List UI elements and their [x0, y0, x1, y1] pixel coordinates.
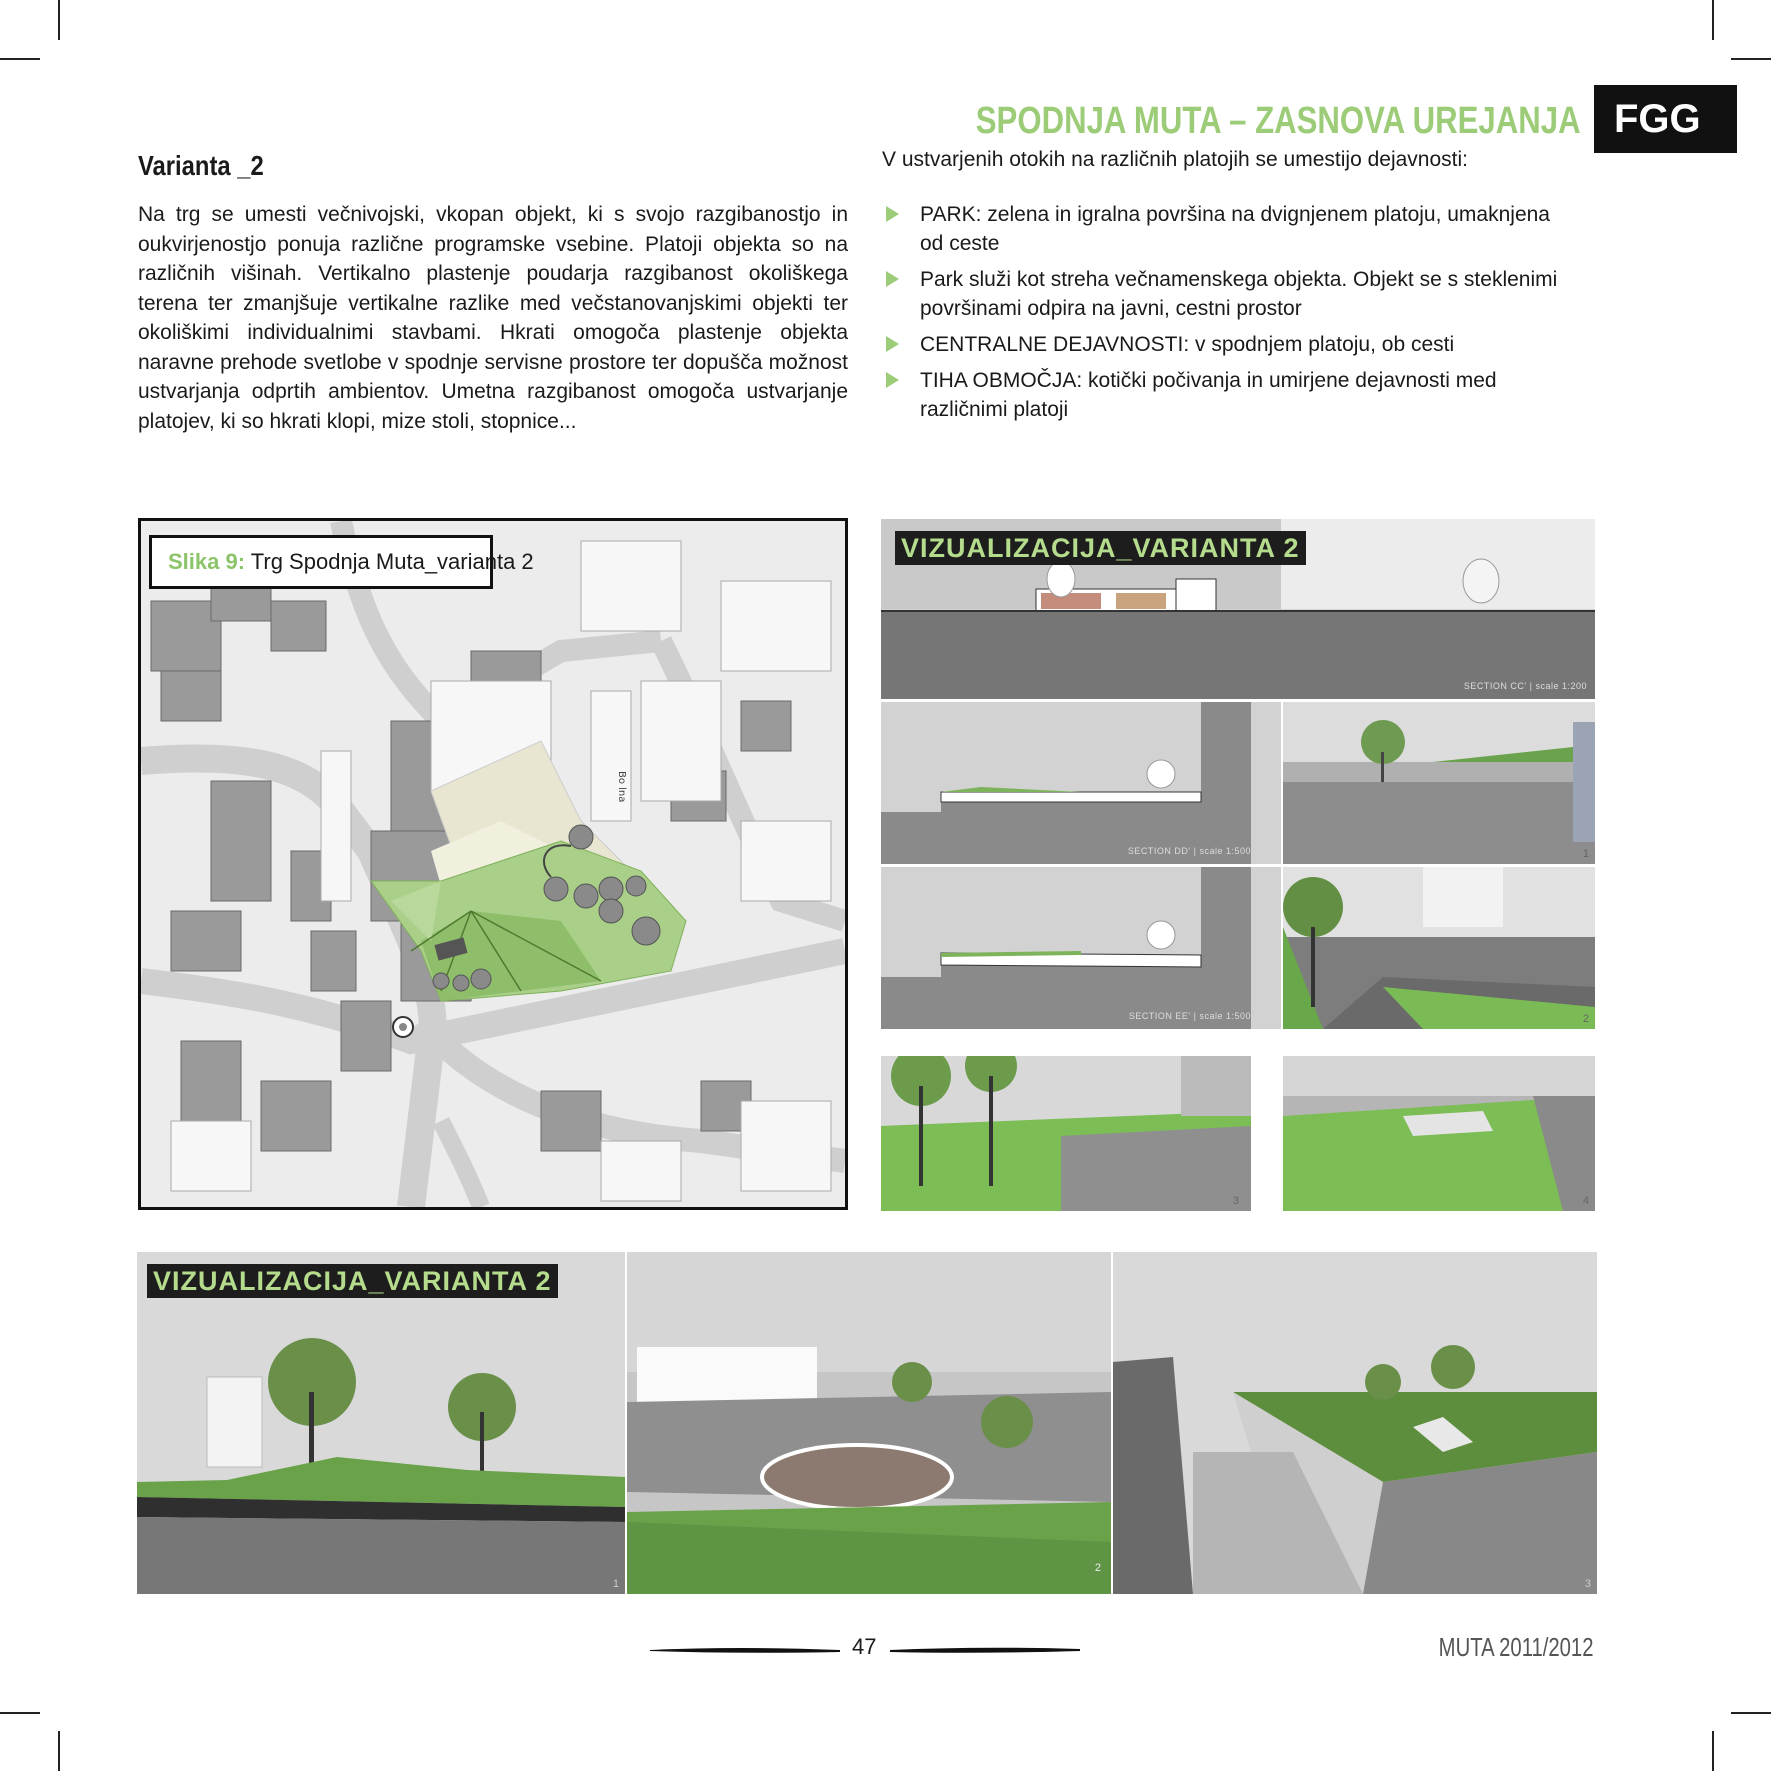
crop-mark [1712, 1731, 1714, 1771]
render-number: 3 [1584, 1578, 1591, 1590]
bullet-arrow-icon [886, 372, 899, 388]
crop-mark [0, 58, 40, 60]
caption-text: Trg Spodnja Muta_varianta 2 [245, 549, 534, 574]
body-paragraph: Na trg se umesti večnivojski, vkopan objekt, ki s svojo razgibanostjo in oukvirjenostjo ponuja različne programske vsebine. Platoji objekta so na različnih višinah. Vertikalno plastenje poudarja razgibanost okoliškega terena ter zmanjšuje vertikalne razlike med večstanovanjskimi objekti ter okoliškimi individualnimi stavbami. Hkrati omogoča plastenje objekta naravne prehode svetlobe v spodnje servisne prostore ter dopušča možnost ustvarjanja odprtih ambientov. Umetna razgibanost omogoča ustvarjanje platojev, ki so hkrati klopi, mize stoli, stopnice... [138, 203, 848, 433]
road-label: Bo lna [616, 771, 627, 803]
render-number: 4 [1582, 1195, 1589, 1207]
render-4-drawing [1283, 1056, 1595, 1211]
render-number: 3 [1232, 1195, 1239, 1207]
render-number: 2 [1582, 1013, 1589, 1025]
fgg-badge: FGG [1594, 85, 1737, 153]
bottom-render-1-drawing [137, 1252, 625, 1594]
list-item-text: PARK: zelena in igralna površina na dvignjenem platoju, umaknjena od ceste [920, 203, 1550, 255]
section-heading: Varianta _2 [138, 150, 264, 181]
viz-top-grid [881, 519, 1595, 1211]
render-3-drawing [881, 1056, 1251, 1211]
crop-mark [1731, 1712, 1771, 1714]
section-ee-label: SECTION EE' | scale 1:500 [1128, 1011, 1251, 1021]
list-item [882, 265, 1562, 323]
publication-label: MUTA 2011/2012 [1438, 1632, 1593, 1662]
section-ee-drawing [881, 867, 1281, 1029]
bullet-arrow-icon [886, 206, 899, 222]
bottom-render-3-drawing [1113, 1252, 1597, 1594]
render-3-panel [881, 1056, 1251, 1211]
bullet-arrow-icon [886, 336, 899, 352]
activity-list [882, 200, 1562, 431]
bullet-arrow-icon [886, 271, 899, 287]
crop-mark [0, 1712, 40, 1714]
list-item-text: TIHA OBMOČJA: kotički počivanja in umirjene dejavnosti med različnimi platoji [920, 369, 1497, 421]
section-dd-panel [881, 702, 1281, 864]
render-number: 2 [1094, 1562, 1101, 1574]
render-1-drawing [1283, 702, 1595, 864]
crop-mark [58, 0, 60, 40]
crop-mark [1712, 0, 1714, 40]
render-number: 1 [612, 1578, 619, 1590]
list-item [882, 330, 1562, 359]
render-2-panel [1283, 867, 1595, 1029]
section-dd-label: SECTION DD' | scale 1:500 [1127, 846, 1251, 856]
section-cc-label: SECTION CC' | scale 1:200 [1463, 681, 1587, 691]
bottom-render-1-panel [137, 1252, 625, 1594]
crop-mark [58, 1731, 60, 1771]
render-number: 1 [1582, 848, 1589, 860]
viz-bottom-strip [137, 1252, 1597, 1594]
bottom-render-2-panel [627, 1252, 1111, 1594]
figure-caption [149, 535, 534, 589]
bottom-render-2-drawing [627, 1252, 1111, 1594]
intro-text: V ustvarjenih otokih na različnih platojih se umestijo dejavnosti: [882, 148, 1468, 171]
section-ee-panel [881, 867, 1281, 1029]
crop-mark [1731, 58, 1771, 60]
render-1-panel [1283, 702, 1595, 864]
list-item [882, 200, 1562, 258]
list-item [882, 366, 1562, 424]
bottom-render-3-panel [1113, 1252, 1597, 1594]
site-plan-map [138, 518, 848, 1210]
page-title: SPODNJA MUTA – ZASNOVA UREJANJA [976, 100, 1581, 142]
caption-label: Slika 9: [168, 549, 246, 574]
page-number: 47 [852, 1634, 877, 1659]
render-2-drawing [1283, 867, 1595, 1029]
list-item-text: CENTRALNE DEJAVNOSTI: v spodnjem platoju, ob cesti [920, 333, 1455, 356]
render-4-panel [1283, 1056, 1595, 1211]
list-item-text: Park služi kot streha večnamenskega objekta. Objekt se s steklenimi površinami odpira na javni, cestni prostor [920, 268, 1558, 320]
site-plan-drawing [141, 521, 845, 1207]
viz-bottom-label: VIZUALIZACIJA_VARIANTA 2 [147, 1264, 558, 1298]
viz-top-label: VIZUALIZACIJA_VARIANTA 2 [895, 531, 1306, 565]
section-dd-drawing [881, 702, 1281, 864]
